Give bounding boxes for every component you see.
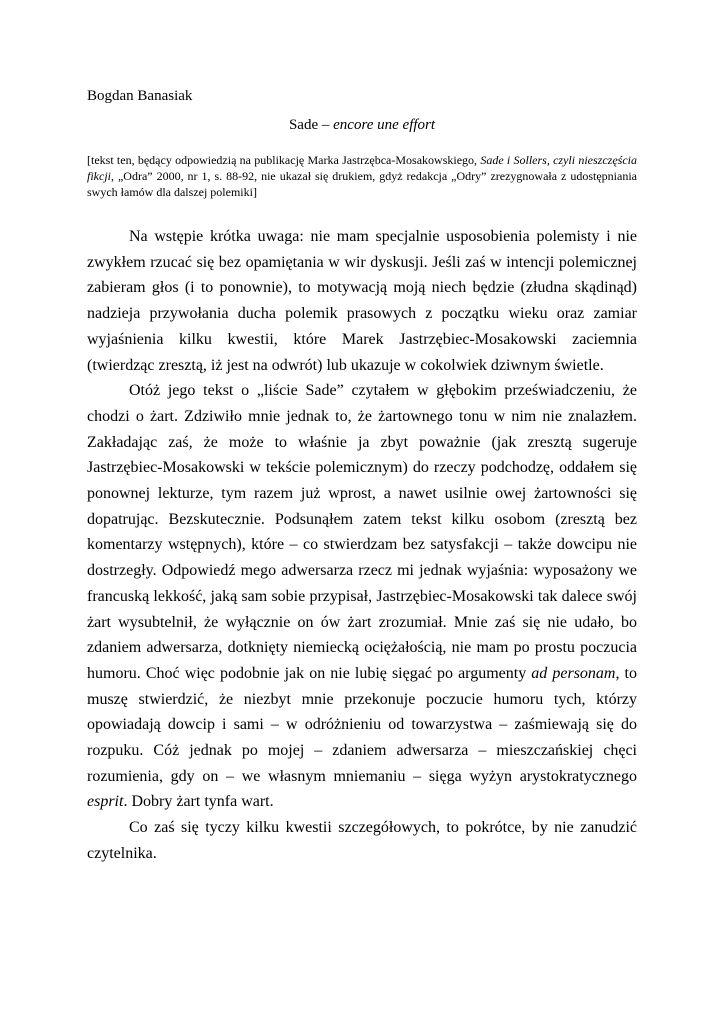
- paragraph-2: [87, 378, 637, 815]
- editorial-note: [87, 152, 637, 200]
- note-cited-title: Sade i Sollers, czyli nieszczęścia fikcji: [87, 153, 638, 183]
- body-text: [87, 224, 637, 867]
- author-name: Bogdan Banasiak: [87, 88, 193, 104]
- note-part-2: , „Odra” 2000, nr 1, s. 88-92, nie ukazał się drukiem, gdyż redakcja „Odry” zrezygnowała z udostępniania swych łamów dla dalszej polemiki]: [87, 169, 637, 199]
- document-title: [0, 115, 724, 135]
- note-part-1: [tekst ten, będący odpowiedzią na publikację Marka Jastrzębca-Mosakowskiego,: [87, 153, 481, 167]
- title-plain: Sade –: [288, 117, 334, 133]
- paragraph-2-italic-esprit: esprit: [87, 793, 124, 811]
- paragraph-2-italic-ad-personam: ad personam: [531, 664, 616, 682]
- paragraph-2-part-b: , to muszę stwierdzić, że niezbyt mnie przekonuje poczucie humoru tych, którzy opowiadają dowcip i sami – w odróżnieniu od towarzystwa – zaśmiewają się do rozpuku. Cóż jednak po mojej – zdaniem adwersarza – mieszczańskiej chęci rozumienia, gdy on – we własnym mniemaniu – sięga wyżyn arystokratycznego: [87, 664, 638, 785]
- paragraph-2-part-a: Otóż jego tekst o „liście Sade” czytałem w głębokim przeświadczeniu, że chodzi o żart. Zdziwiło mnie jednak to, że żartownego tonu w nim nie znalazłem. Zakładając zaś, że może to właśnie ja zbyt poważnie (jak zresztą sugeruje Jastrzębiec-Mosakowski w tekście polemicznym) do rzeczy podchodzę, oddałem się ponownej lekturze, tym razem już wprost, a nawet usilnie owej żartowności się dopatrując. Bezskutecznie. Podsunąłem zatem tekst kilku osobom (zresztą bez komentarzy wstępnych), które – co stwierdzam bez satysfakcji – także dowcipu nie dostrzegły. Odpowiedź mego adwersarza rzecz mi jednak wyjaśnia: wyposażony we francuską lekkość, jaką sam sobie przypisał, Jastrzębiec-Mosakowski tak dalece swój żart wysubtelnił, że wyłącznie on ów żart zrozumiał. Mnie zaś się nie udało, bo zdaniem adwersarza, dotknięty niemiecką ociężałością, nie mam po prostu poczucia humoru. Choć więc podobnie jak on nie lubię sięgać po argumenty: [87, 382, 637, 682]
- paragraph-2-part-c: . Dobry żart tynfa wart.: [123, 793, 274, 811]
- paragraph-3: Co zaś się tyczy kilku kwestii szczegółowych, to pokrótce, by nie zanudzić czytelnika.: [87, 819, 637, 862]
- title-italic: encore une effort: [333, 117, 436, 133]
- paragraph-1: Na wstępie krótka uwaga: nie mam specjalnie usposobienia polemisty i nie zwykłem rzucać się bez opamiętania w wir dyskusji. Jeśli zaś w intencji polemicznej zabieram głos (i to ponownie), to motywacją moją niech będzie (złudna skądinąd) nadzieja przywołania ducha polemik prasowych z początku wieku oraz zamiar wyjaśnienia kilku kwestii, które Marek Jastrzębiec-Mosakowski zaciemnia (twierdząc zresztą, iż jest na odwrót) lub ukazuje w cokolwiek dziwnym świetle.: [87, 228, 637, 374]
